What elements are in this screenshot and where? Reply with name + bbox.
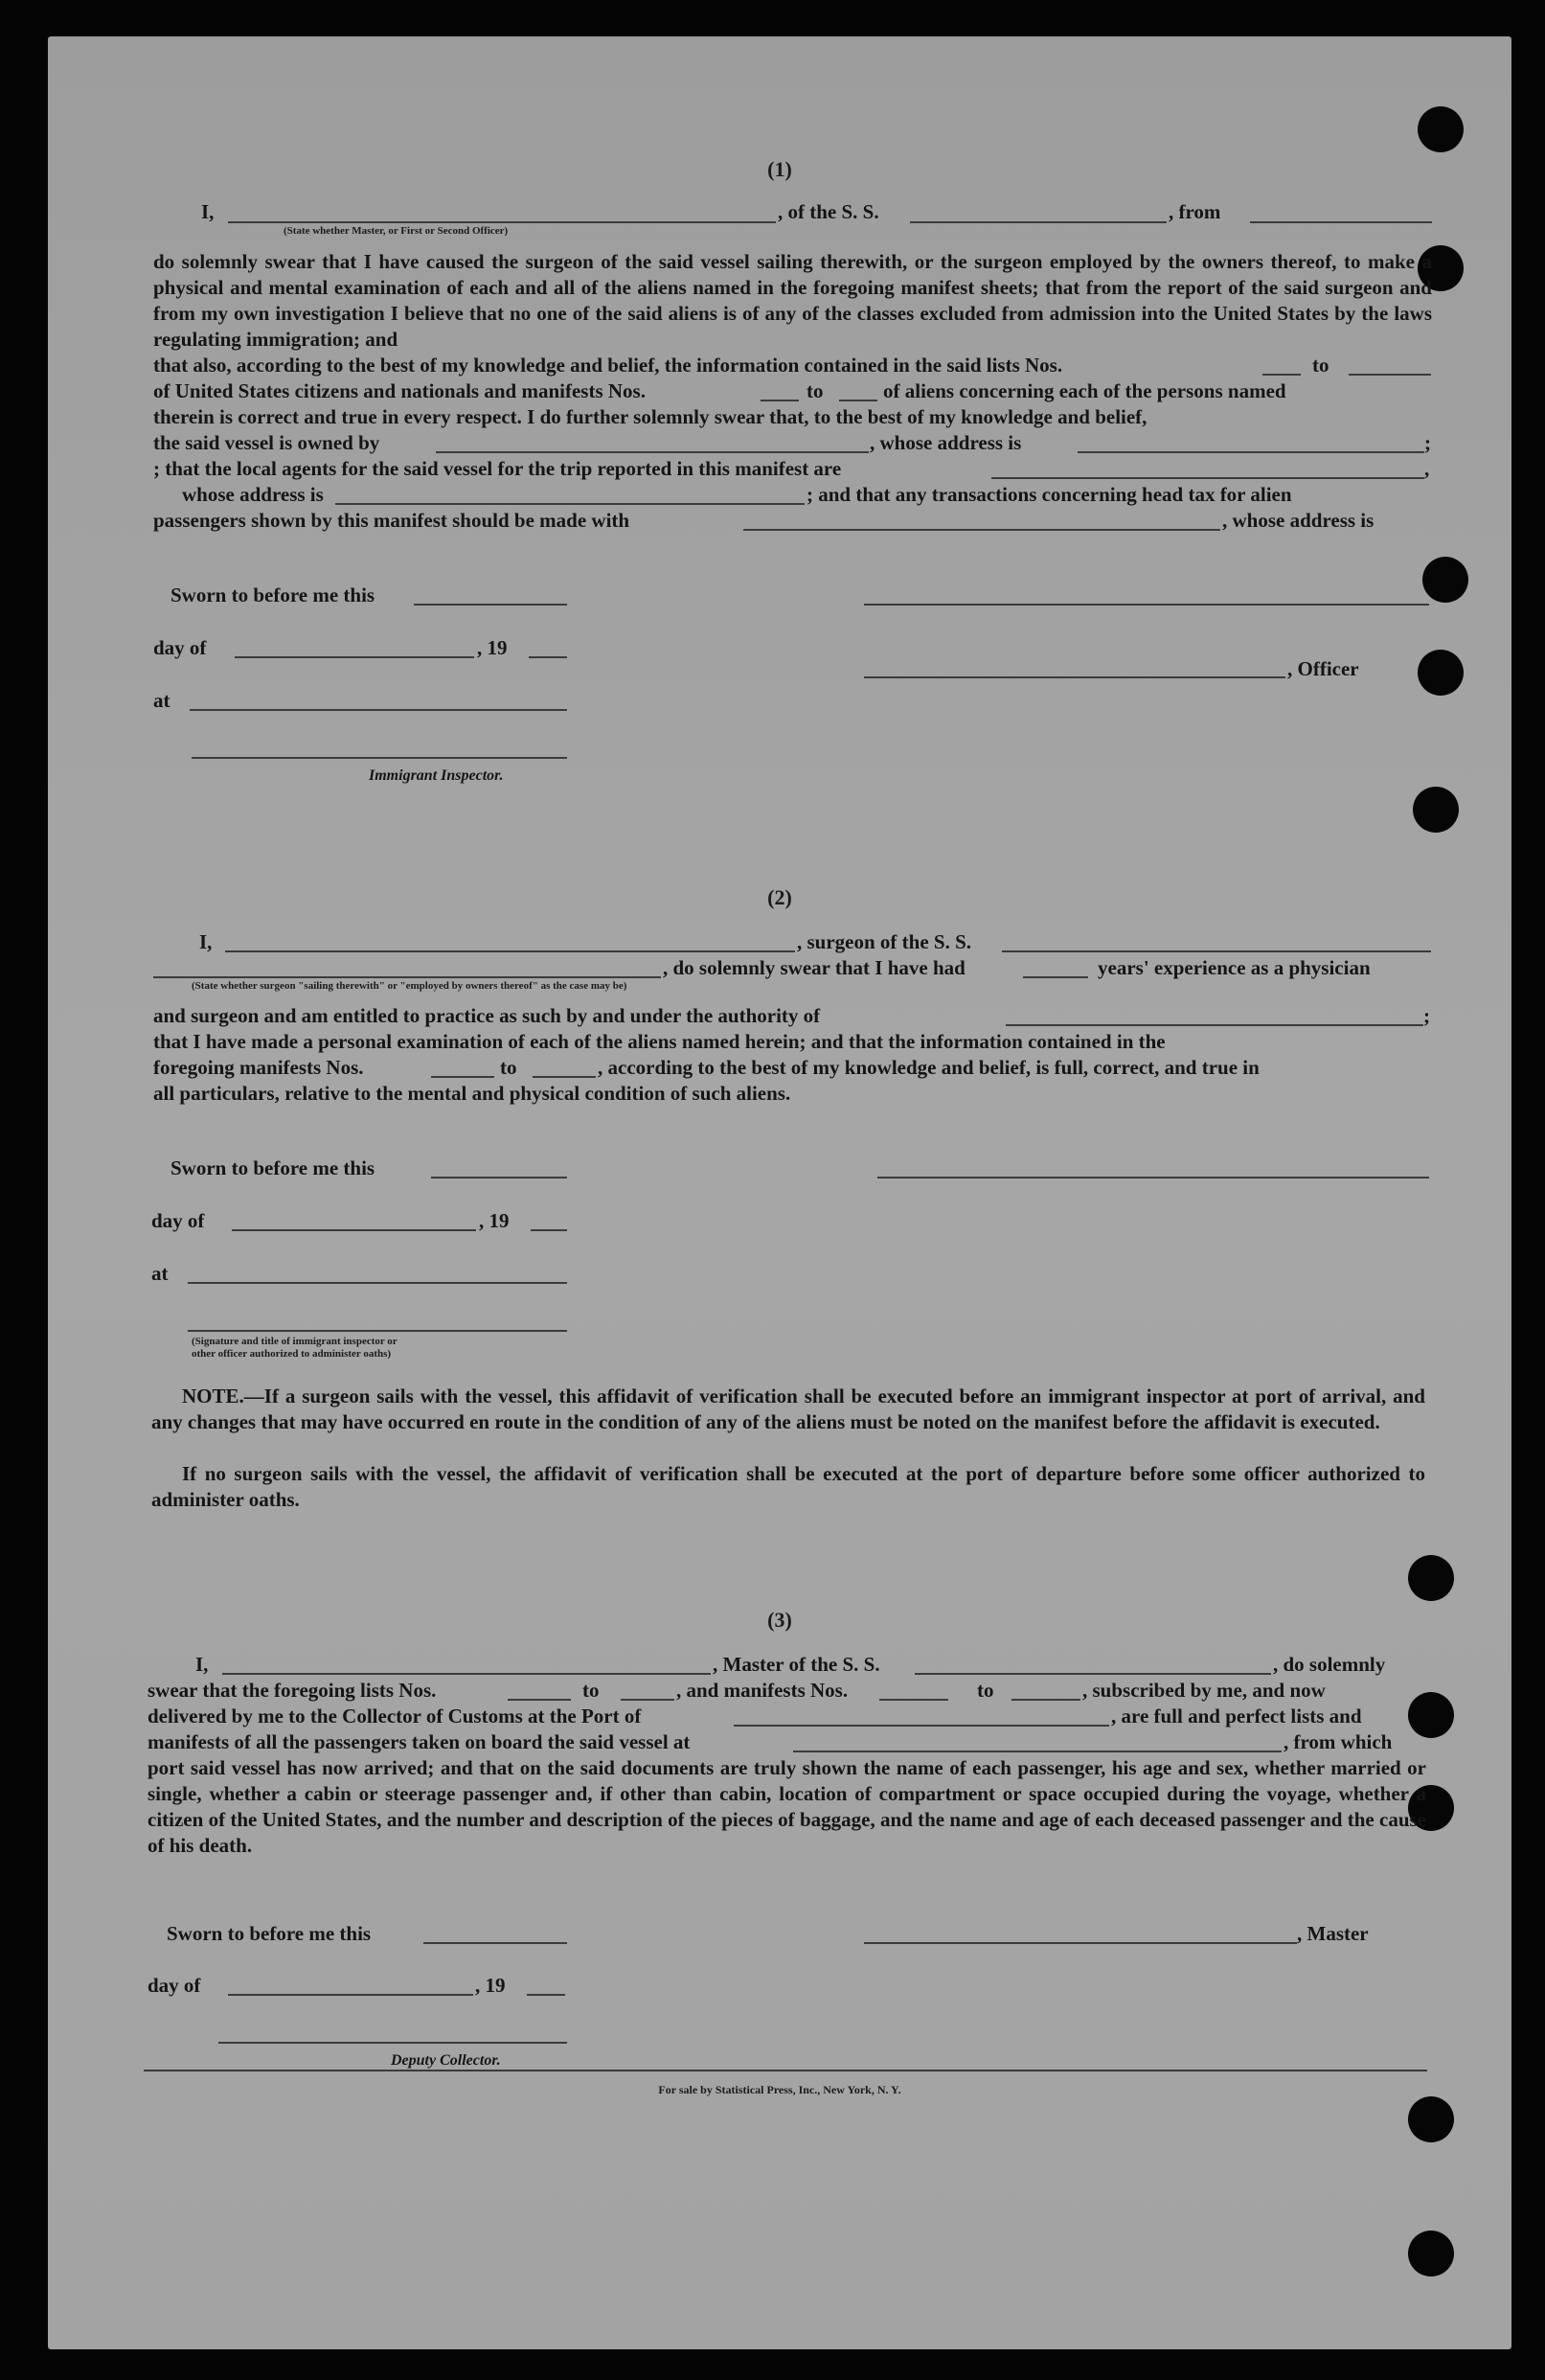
s1-manifests-from-line	[761, 400, 799, 401]
s3-master-signature-line	[864, 1942, 1297, 1944]
binder-hole-5	[1413, 787, 1459, 833]
s1-i: I,	[201, 200, 215, 223]
s1-whose-address-end: , whose address is	[1222, 509, 1375, 532]
s1-transactions: ; and that any transactions concerning head tax for alien	[807, 483, 1292, 506]
section-3-number: (3)	[767, 1608, 792, 1632]
s2-to: to	[500, 1056, 517, 1079]
s3-sworn-line	[423, 1942, 567, 1944]
s2-signature-hint-1: (Signature and title of immigrant inspector or	[192, 1336, 398, 1347]
s1-manifests-to-line	[839, 400, 877, 401]
s2-authority-line	[1006, 1024, 1423, 1026]
s1-owned-by: the said vessel is owned by	[153, 431, 380, 454]
s3-vessel-line	[915, 1673, 1271, 1675]
s2-manifests-from-line	[431, 1076, 494, 1078]
s1-sworn-line	[414, 604, 567, 606]
s1-whose-address: whose address is	[182, 483, 324, 506]
s2-surgeon-type-line	[153, 976, 661, 978]
s3-deputy-label: Deputy Collector.	[391, 2052, 501, 2069]
s1-comma: ,	[1424, 457, 1430, 480]
s3-year: , 19	[475, 1974, 506, 1997]
s2-signature-hint-2: other officer authorized to administer oaths)	[192, 1348, 392, 1360]
binder-hole-1	[1418, 106, 1464, 152]
s2-note-body: —If a surgeon sails with the vessel, this affidavit of verification shall be executed before an immigrant inspector at port of arrival, and any changes that may have occurred en route in the condition of any of the aliens must be noted on the manifest before the affidavit is executed.	[151, 1385, 1425, 1433]
manifest-back-page	[48, 36, 1511, 2349]
s3-manifests-nos: , and manifests Nos.	[676, 1679, 849, 1702]
s1-owner-line	[436, 451, 869, 453]
s1-officer-hint: (State whether Master, or First or Second Officer)	[284, 225, 509, 237]
s1-officer-name-line	[228, 221, 776, 223]
s3-lists-from-line	[508, 1699, 571, 1701]
s2-do-solemnly: , do solemnly swear that I have had	[663, 956, 966, 979]
s2-surgeon-signature-line	[877, 1177, 1429, 1179]
section-2-number: (2)	[767, 885, 792, 909]
s3-do-solemnly: , do solemnly	[1273, 1653, 1386, 1676]
s1-officer-signature-line	[864, 604, 1429, 606]
s2-note-label: NOTE.	[182, 1385, 244, 1407]
s2-years-line	[1023, 976, 1088, 978]
s2-years-experience: years' experience as a physician	[1098, 956, 1371, 979]
binder-hole-9	[1408, 2096, 1454, 2142]
s3-swear-lists: swear that the foregoing lists Nos.	[148, 1679, 437, 1702]
s3-day-line	[228, 1994, 473, 1996]
s3-lists-to-line	[621, 1699, 674, 1701]
s3-manifests-all: manifests of all the passengers taken on board the said vessel at	[148, 1730, 691, 1753]
s3-sworn: Sworn to before me this	[167, 1922, 372, 1945]
s3-body: port said vessel has now arrived; and that on the said documents are truly shown the name of each passenger, his age and sex, whether married or single, whether a cabin or steerage passenger and, if other than cabin, location of compartment or space occupied during the voyage, whether a citizen of the United States, and the number and description of the pieces of baggage, and the name and age of each deceased passenger and the cause of his death.	[148, 1756, 1426, 1857]
s1-officer: , Officer	[1287, 657, 1359, 680]
s1-year-line	[529, 656, 567, 658]
s2-examination: that I have made a personal examination of each of the aliens named herein; and that the information contained in the	[153, 1030, 1166, 1053]
s3-i: I,	[195, 1653, 209, 1676]
s3-year-line	[527, 1994, 565, 1996]
printer-credit: For sale by Statistical Press, Inc., New York, N. Y.	[658, 2083, 901, 2096]
s1-head-tax-line	[743, 529, 1220, 531]
s3-perfect-lists: , are full and perfect lists and	[1111, 1705, 1362, 1728]
binder-hole-10	[1408, 2231, 1454, 2277]
binder-hole-4	[1418, 650, 1464, 696]
s3-manifests-from-line	[879, 1699, 948, 1701]
s1-from: , from	[1169, 200, 1221, 223]
s2-day-of: day of	[151, 1209, 205, 1232]
s1-lists-from-line	[1262, 374, 1301, 376]
s1-body: do solemnly swear that I have caused the surgeon of the said vessel sailing therewith, or the surgeon employed by the owners thereof, to make a physical and mental examination of each and all of the aliens named in the foregoing manifest sheets; that from the report of the said surgeon and from my own investigation I believe that no one of the said aliens is of any of the classes excluded from admission into the United States by the laws regulating immigration; and	[153, 250, 1432, 351]
s1-day-of: day of	[153, 636, 207, 659]
s1-passengers: passengers shown by this manifest should be made with	[153, 509, 630, 532]
s3-master-name-line	[222, 1673, 711, 1675]
s1-whose-address-is: , whose address is	[870, 431, 1022, 454]
s1-semicolon: ;	[1424, 431, 1431, 454]
s2-surgeon-name-line	[225, 950, 795, 952]
s2-according: , according to the best of my knowledge and belief, is full, correct, and true in	[598, 1056, 1260, 1079]
s3-master: , Master	[1297, 1922, 1369, 1945]
footer-rule	[144, 2070, 1427, 2071]
binder-hole-7	[1408, 1692, 1454, 1738]
s2-semicolon: ;	[1423, 1004, 1430, 1027]
s1-at-line	[190, 709, 567, 711]
s2-sworn-line	[431, 1177, 567, 1179]
s2-at: at	[151, 1262, 169, 1285]
s1-inspector-label: Immigrant Inspector.	[369, 767, 504, 784]
s3-taken-at-line	[793, 1751, 1282, 1752]
s2-sworn: Sworn to before me this	[170, 1156, 375, 1179]
binder-hole-6	[1408, 1555, 1454, 1601]
s3-day-of: day of	[148, 1974, 201, 1997]
s3-from-which: , from which	[1284, 1730, 1393, 1753]
s1-citizens: of United States citizens and nationals and manifests Nos.	[153, 379, 646, 402]
s1-to-1: to	[1312, 354, 1329, 377]
s1-owner-address-line	[1078, 451, 1424, 453]
s2-manifests-nos: foregoing manifests Nos.	[153, 1056, 364, 1079]
s1-sworn: Sworn to before me this	[170, 584, 375, 606]
s3-deputy-signature-line	[218, 2042, 567, 2044]
s1-of-the-ss: , of the S. S.	[778, 200, 879, 223]
s3-to-1: to	[582, 1679, 600, 1702]
s2-inspector-signature-line	[188, 1330, 567, 1332]
s2-vessel-line	[1002, 950, 1431, 952]
s3-master-of-ss: , Master of the S. S.	[713, 1653, 880, 1676]
s1-day-line	[235, 656, 474, 658]
s1-from-line	[1250, 221, 1432, 223]
s3-port-line	[734, 1725, 1109, 1727]
s1-also: that also, according to the best of my knowledge and belief, the information contained in the said lists Nos.	[153, 354, 1063, 377]
s1-agents-address-line	[335, 503, 805, 505]
s3-subscribed: , subscribed by me, and now	[1082, 1679, 1326, 1702]
s3-delivered: delivered by me to the Collector of Customs at the Port of	[148, 1705, 642, 1728]
s1-to-2: to	[807, 379, 824, 402]
s1-officer-title-line	[864, 676, 1285, 678]
s1-agents: ; that the local agents for the said vessel for the trip reported in this manifest are	[153, 457, 842, 480]
s2-manifests-to-line	[533, 1076, 596, 1078]
s2-day-line	[232, 1229, 476, 1231]
s2-year: , 19	[479, 1209, 510, 1232]
s2-surgeon-hint: (State whether surgeon "sailing therewith" or "employed by owners thereof" as the case may be)	[192, 980, 627, 992]
s3-to-2: to	[977, 1679, 994, 1702]
s1-inspector-signature-line	[192, 757, 567, 759]
s1-therein: therein is correct and true in every respect. I do further solemnly swear that, to the best of my knowledge and belief,	[153, 405, 1147, 428]
s1-aliens: of aliens concerning each of the persons named	[883, 379, 1286, 402]
s2-i: I,	[199, 930, 213, 953]
s1-vessel-line	[910, 221, 1167, 223]
s1-lists-to-line	[1349, 374, 1431, 376]
s1-agents-line	[991, 477, 1424, 479]
section-1-number: (1)	[767, 157, 792, 181]
s1-year: , 19	[477, 636, 508, 659]
s1-at: at	[153, 689, 170, 712]
s2-at-line	[188, 1282, 567, 1284]
s2-note	[151, 1384, 1425, 1435]
binder-hole-3	[1422, 557, 1468, 603]
s2-note-p2: If no surgeon sails with the vessel, the affidavit of verification shall be executed at the port of departure before some officer authorized to administer oaths.	[151, 1462, 1425, 1511]
s2-year-line	[531, 1229, 567, 1231]
s2-authority: and surgeon and am entitled to practice as such by and under the authority of	[153, 1004, 821, 1027]
s2-particulars: all particulars, relative to the mental and physical condition of such aliens.	[153, 1082, 791, 1105]
s3-manifests-to-line	[1011, 1699, 1080, 1701]
s2-surgeon-of-ss: , surgeon of the S. S.	[797, 930, 972, 953]
